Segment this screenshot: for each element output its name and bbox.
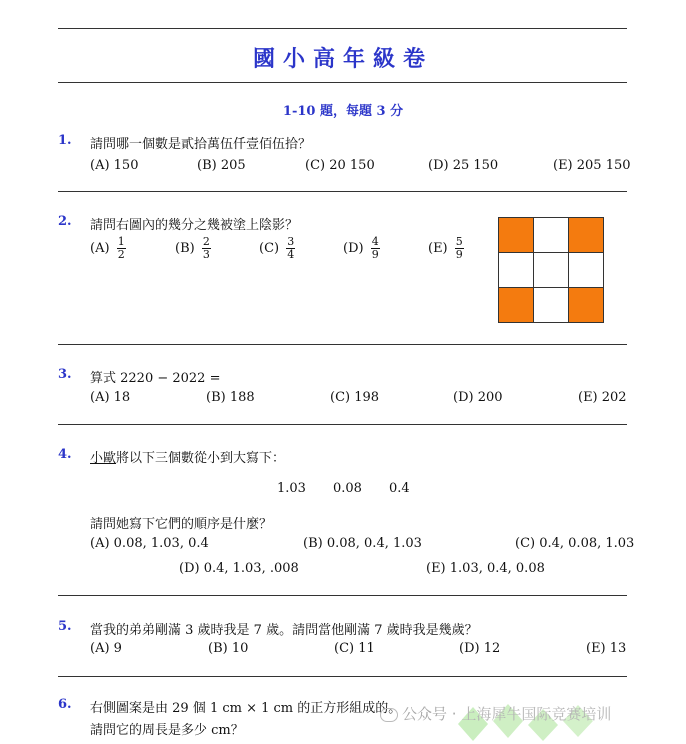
grid-cell-shaded (499, 218, 534, 253)
watermark (380, 703, 611, 724)
divider (58, 595, 627, 596)
divider (58, 191, 627, 192)
option-label: (A) (90, 241, 110, 256)
option-e[interactable] (428, 236, 464, 261)
option-e[interactable]: (E) 13 (586, 641, 627, 656)
grid-cell (499, 253, 534, 288)
question-text-rest: 將以下三個數從小到大寫下： (116, 451, 286, 466)
question-number: 2. (58, 214, 72, 229)
option-label: (C) (259, 241, 280, 256)
option-a[interactable]: (A) 18 (90, 390, 131, 405)
option-b[interactable]: (B) 188 (206, 390, 255, 405)
question-number: 5. (58, 619, 72, 634)
option-b[interactable]: (B) 0.08, 0.4, 1.03 (303, 536, 422, 551)
question-text: 請問哪一個數是貳拾萬伍仟壹佰伍拾？ (90, 137, 312, 152)
question-text: 算式 2220 − 2022 = (90, 371, 221, 386)
divider (58, 676, 627, 677)
fraction (286, 236, 295, 261)
option-b[interactable]: (B) 205 (197, 158, 246, 173)
number-3: 0.4 (389, 481, 410, 496)
option-b[interactable]: (B) 10 (208, 641, 249, 656)
option-d[interactable] (343, 236, 380, 261)
option-c[interactable] (259, 236, 295, 261)
grid-cell (534, 218, 569, 253)
watermark-prefix: 公众号 · (402, 705, 462, 723)
divider (58, 344, 627, 345)
question-text: 請問她寫下它們的順序是什麼？ (90, 517, 273, 532)
wechat-icon (380, 708, 398, 722)
denominator: 4 (287, 248, 295, 261)
option-e[interactable]: (E) 1.03, 0.4, 0.08 (426, 561, 545, 576)
option-a[interactable]: (A) 150 (90, 158, 139, 173)
grid-cell (534, 253, 569, 288)
option-b[interactable] (175, 236, 211, 261)
numerator: 5 (455, 235, 463, 248)
number-2: 0.08 (333, 481, 362, 496)
denominator: 9 (371, 248, 379, 261)
question-text: 請問右圖內的幾分之幾被塗上陰影？ (90, 218, 299, 233)
denominator: 3 (202, 248, 210, 261)
watermark-name: 上海犀牛国际竞赛培训 (461, 705, 612, 723)
option-label: (E) (428, 241, 448, 256)
question-number: 1. (58, 133, 72, 148)
numerator: 2 (202, 235, 210, 248)
fraction (202, 236, 211, 261)
grid-row (499, 253, 604, 288)
question-text (90, 447, 285, 466)
denominator: 9 (455, 248, 463, 261)
grid-row (499, 288, 604, 323)
option-a[interactable] (90, 236, 126, 261)
option-d[interactable]: (D) 25 150 (428, 158, 499, 173)
option-d[interactable]: (D) 200 (453, 390, 503, 405)
fraction (117, 236, 126, 261)
option-label: (D) (343, 241, 364, 256)
question-number: 4. (58, 447, 72, 462)
option-c[interactable]: (C) 20 150 (305, 158, 375, 173)
question-text: 當我的弟弟剛滿 3 歲時我是 7 歲。請問當他剛滿 7 歲時我是幾歲？ (90, 623, 478, 638)
top-rule (58, 28, 627, 29)
grid-cell (569, 253, 604, 288)
numerator: 4 (371, 235, 379, 248)
title-rule (58, 82, 627, 83)
grid-cell-shaded (569, 218, 604, 253)
option-e[interactable]: (E) 205 150 (553, 158, 631, 173)
person-name: 小歐 (90, 451, 117, 466)
option-a[interactable]: (A) 9 (90, 641, 122, 656)
denominator: 2 (117, 248, 125, 261)
grid-cell (534, 288, 569, 323)
question-number: 3. (58, 367, 72, 382)
question-text: 右側圖案是由 29 個 1 cm × 1 cm 的正方形組成的。 (90, 701, 402, 716)
option-e[interactable]: (E) 202 (578, 390, 627, 405)
option-a[interactable]: (A) 0.08, 1.03, 0.4 (90, 536, 209, 551)
option-c[interactable]: (C) 0.4, 0.08, 1.03 (515, 536, 635, 551)
number-1: 1.03 (277, 481, 306, 496)
option-d[interactable]: (D) 0.4, 1.03, .008 (179, 561, 299, 576)
grid-cell-shaded (569, 288, 604, 323)
page-title: 國小高年級卷 (252, 46, 433, 72)
option-d[interactable]: (D) 12 (459, 641, 501, 656)
shaded-grid-figure (498, 217, 604, 323)
divider (58, 424, 627, 425)
fraction (455, 236, 464, 261)
grid-row (499, 218, 604, 253)
option-c[interactable]: (C) 11 (334, 641, 375, 656)
fraction (371, 236, 380, 261)
section-label: 1-10 題，每題 3 分 (282, 104, 404, 119)
option-label: (B) (175, 241, 195, 256)
question-number: 6. (58, 697, 72, 712)
numerator: 3 (287, 235, 295, 248)
option-c[interactable]: (C) 198 (330, 390, 380, 405)
grid-cell-shaded (499, 288, 534, 323)
numerator: 1 (117, 235, 125, 248)
question-text: 請問它的周長是多少 cm？ (90, 723, 244, 738)
